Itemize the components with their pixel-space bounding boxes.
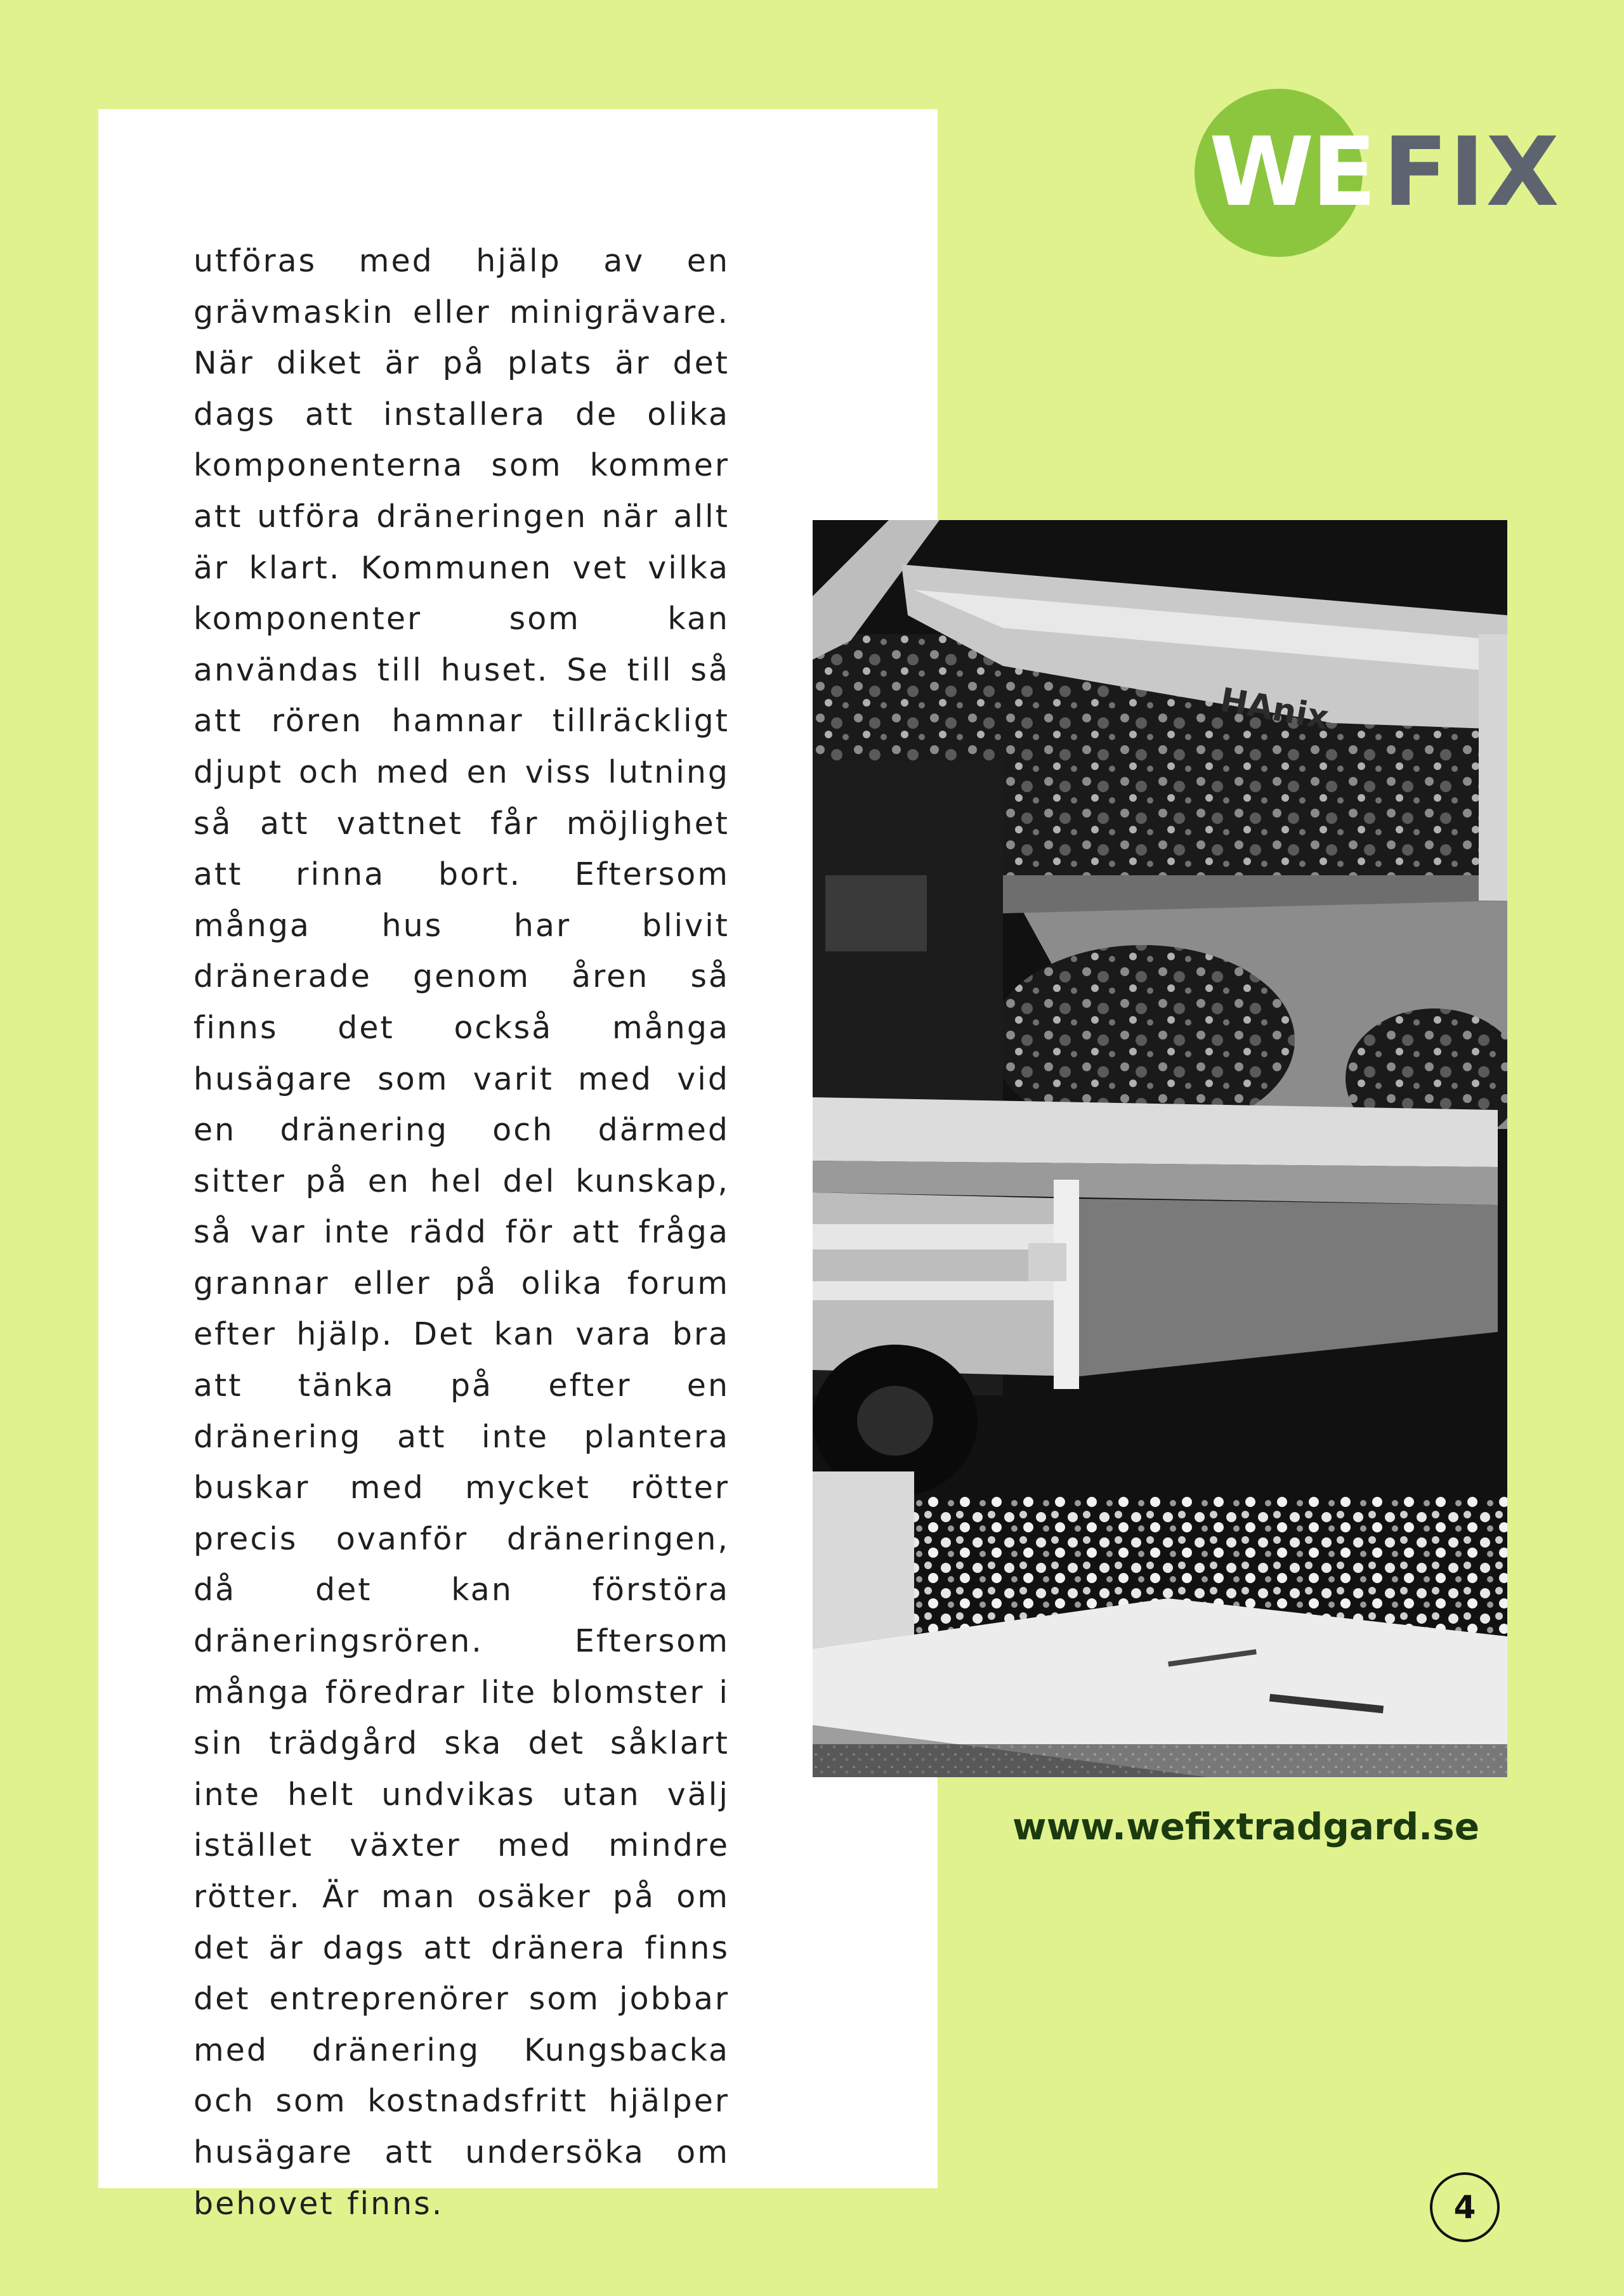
machine-brand-label: HAnix	[1217, 681, 1332, 738]
website-url[interactable]: www.wefixtradgard.se	[1012, 1805, 1480, 1848]
excavator-photo	[813, 520, 1507, 1777]
logo-text-we: WE	[1209, 117, 1374, 228]
page-number: 4	[1430, 2172, 1500, 2242]
article-body: utföras med hjälp av en grävmaskin eller minigrävare. När diket är på plats är det dags att installera de olika komponenterna som kommer att utföra dräneringen när allt är klart. Kommunen vet vilka komponenter som kan användas till huset. Se till så att rören hamnar tillräckligt djupt och med en viss lutning så att vattnet får möjlighet att rinna bort. Eftersom många hus har blivit dränerade genom åren så finns det också många husägare som varit med vid en dränering och därmed sitter på en hel del kunskap, så var inte rädd för att fråga grannar eller på olika forum efter hjälp. Det kan vara bra att tänka på efter en dränering att inte plantera buskar med mycket rötter precis ovanför dräneringen, då det kan förstöra dräneringsrören. Eftersom många föredrar lite blomster i sin trädgård ska det såklart inte helt undvikas utan välj istället växter med mindre rötter. Är man osäker på om det är dags att dränera finns det entreprenörer som jobbar med dränering Kungsbacka och som kostnadsfritt hjälper husägare att undersöka om behovet finns.	[193, 243, 730, 2222]
text-panel	[98, 109, 938, 2222]
wefix-logo	[1193, 89, 1561, 260]
logo-text-fix: FIX	[1383, 117, 1561, 228]
